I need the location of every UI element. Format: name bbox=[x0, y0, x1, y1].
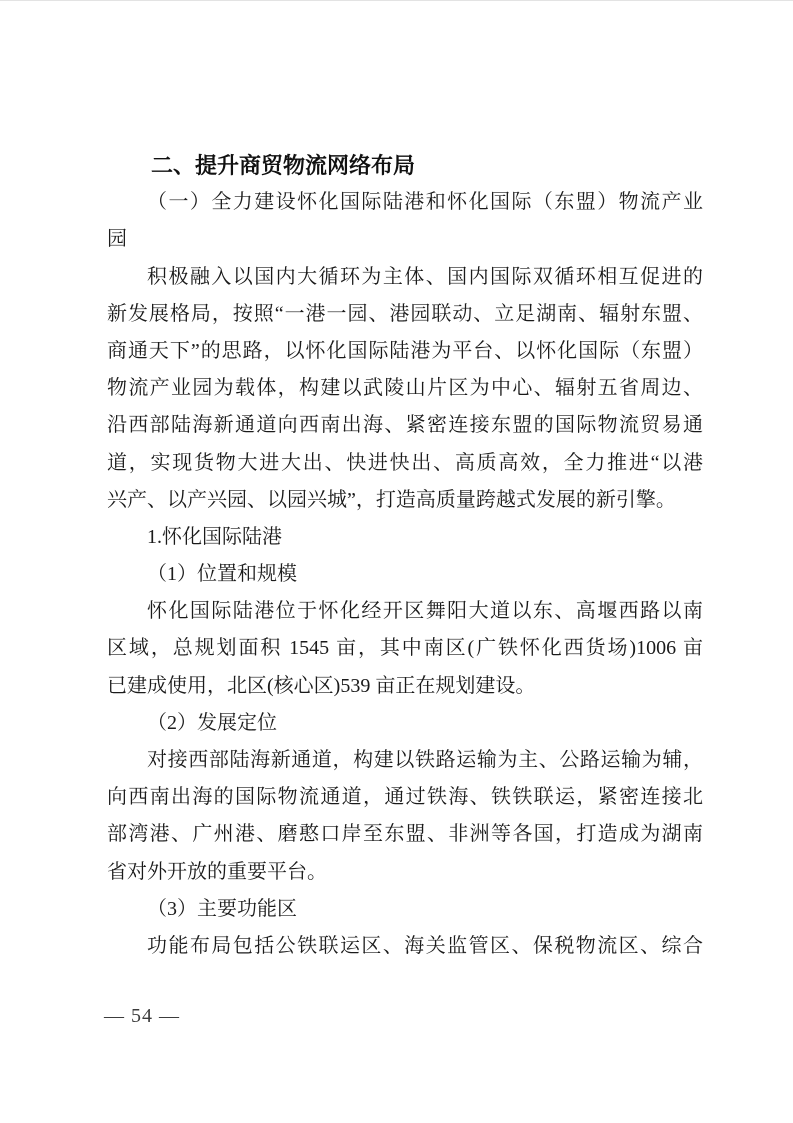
sub-2-paragraph-line: 对接西部陆海新通道，构建以铁路运输为主、公路运输为辅， bbox=[147, 749, 703, 771]
subsection-heading-line-2: 园 bbox=[107, 228, 127, 251]
intro-paragraph-line: 道，实现货物大进大出、快进快出、高质高效，全力推进“以港 bbox=[107, 451, 703, 474]
sub-2-title: （2）发展定位 bbox=[147, 711, 277, 734]
sub-2-paragraph-line: 省对外开放的重要平台。 bbox=[107, 860, 327, 883]
intro-paragraph-line: 兴产、以产兴园、以园兴城”，打造高质量跨越式发展的新引擎。 bbox=[107, 488, 676, 511]
intro-paragraph-line: 新发展格局，按照“一港一园、港园联动、立足湖南、辐射东盟、 bbox=[107, 302, 703, 325]
subsection-heading-line-1: （一）全力建设怀化国际陆港和怀化国际（东盟）物流产业 bbox=[147, 191, 703, 214]
sub-3-title: （3）主要功能区 bbox=[147, 897, 297, 920]
sub-1-title: （1）位置和规模 bbox=[147, 563, 297, 586]
section-heading: 二、提升商贸物流网络布局 bbox=[151, 153, 416, 178]
page-number: — 54 — bbox=[104, 1005, 180, 1027]
intro-paragraph-line: 沿西部陆海新通道向西南出海、紧密连接东盟的国际物流贸易通 bbox=[107, 414, 703, 437]
sub-1-paragraph-line: 怀化国际陆港位于怀化经开区舞阳大道以东、高堰西路以南 bbox=[147, 600, 703, 623]
sub-2-paragraph-line: 部湾港、广州港、磨憨口岸至东盟、非洲等各国，打造成为湖南 bbox=[107, 823, 703, 846]
intro-paragraph-line: 商通天下”的思路，以怀化国际陆港为平台、以怀化国际（东盟） bbox=[107, 339, 703, 362]
intro-paragraph-line: 物流产业园为载体，构建以武陵山片区为中心、辐射五省周边、 bbox=[107, 377, 703, 400]
sub-1-paragraph-line: 已建成使用，北区(核心区)539 亩正在规划建设。 bbox=[107, 674, 536, 697]
sub-2-paragraph-line: 向西南出海的国际物流通道，通过铁海、铁铁联运，紧密连接北 bbox=[107, 786, 703, 809]
sub-3-paragraph-line: 功能布局包括公铁联运区、海关监管区、保税物流区、综合 bbox=[147, 934, 703, 957]
item-1-title: 1.怀化国际陆港 bbox=[147, 525, 282, 548]
document-body bbox=[107, 147, 703, 965]
intro-paragraph-line: 积极融入以国内大循环为主体、国内国际双循环相互促进的 bbox=[147, 265, 703, 288]
sub-1-paragraph-line: 区域，总规划面积 1545 亩，其中南区(广铁怀化西货场)1006 亩 bbox=[107, 637, 703, 660]
